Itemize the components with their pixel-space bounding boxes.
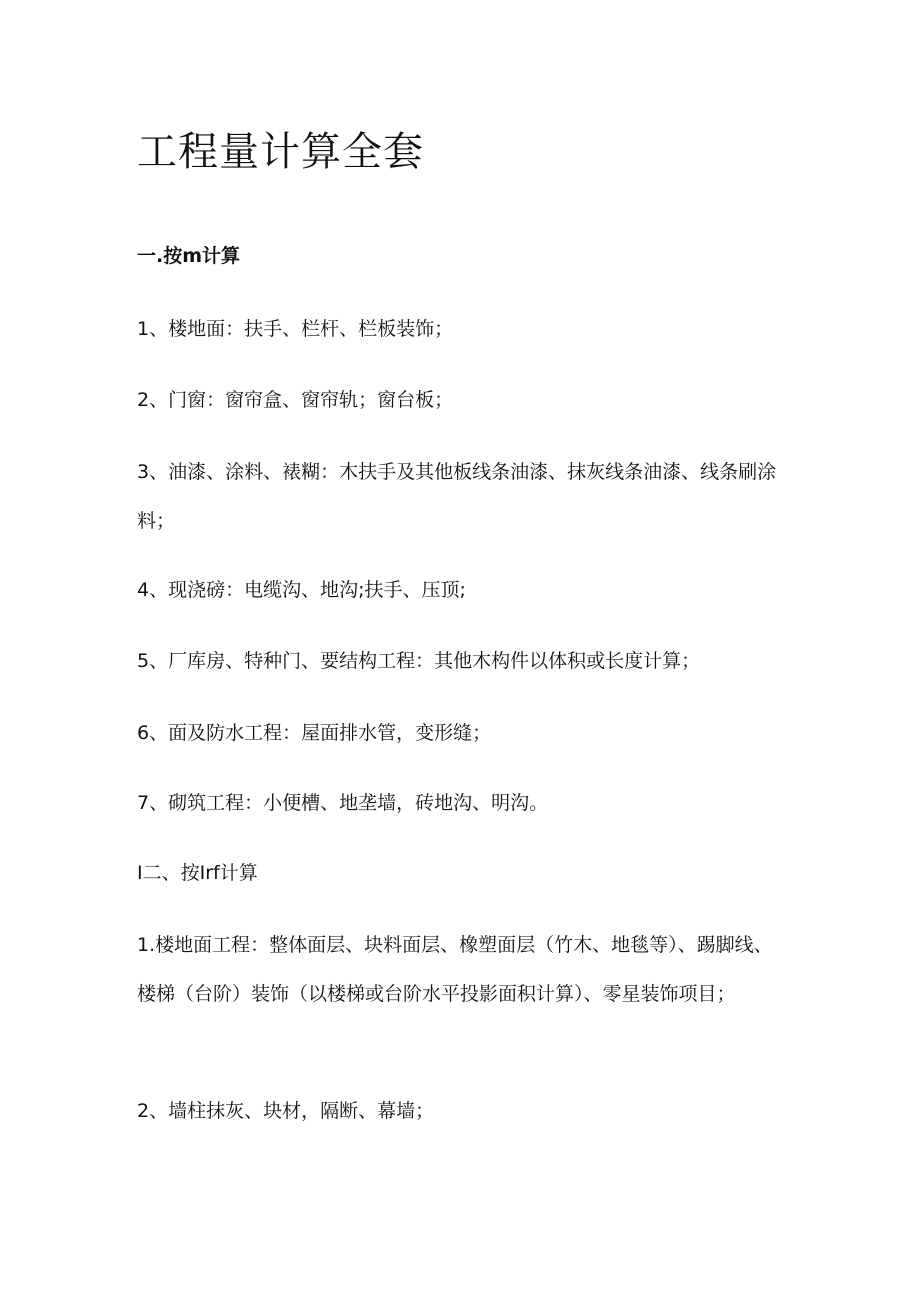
section-heading-by-meter: 一.按m计算 bbox=[137, 245, 241, 267]
list-item: 7、砌筑工程：小便槽、地垄墙，砖地沟、明沟。 bbox=[137, 792, 549, 814]
list-item: 2、门窗：窗帘盒、窗帘轨；窗台板； bbox=[137, 389, 454, 411]
list-item: 1.楼地面工程：整体面层、块料面层、橡塑面层（竹木、地毯等）、踢脚线、楼梯（台阶）装饰（以楼梯或台阶水平投影面积计算）、零星装饰项目； bbox=[137, 934, 773, 1005]
list-item: 2、墙柱抹灰、块材，隔断、幕墙； bbox=[137, 1100, 435, 1122]
list-item: 5、厂库房、特种门、要结构工程：其他木构件以体积或长度计算； bbox=[137, 650, 701, 672]
section-heading-by-area: I二、按Irf计算 bbox=[137, 862, 258, 884]
list-item: 3、油漆、涂料、裱糊：木扶手及其他板线条油漆、抹灰线条油漆、线条刷涂料； bbox=[137, 461, 777, 532]
list-item: 1、楼地面：扶手、栏杆、栏板装饰； bbox=[137, 318, 454, 340]
list-item: 6、面及防水工程：屋面排水管，变形缝； bbox=[137, 722, 492, 744]
list-item: 4、现浇磅：电缆沟、地沟;扶手、压顶; bbox=[137, 579, 466, 601]
document-title: 工程量计算全套 bbox=[137, 129, 424, 175]
